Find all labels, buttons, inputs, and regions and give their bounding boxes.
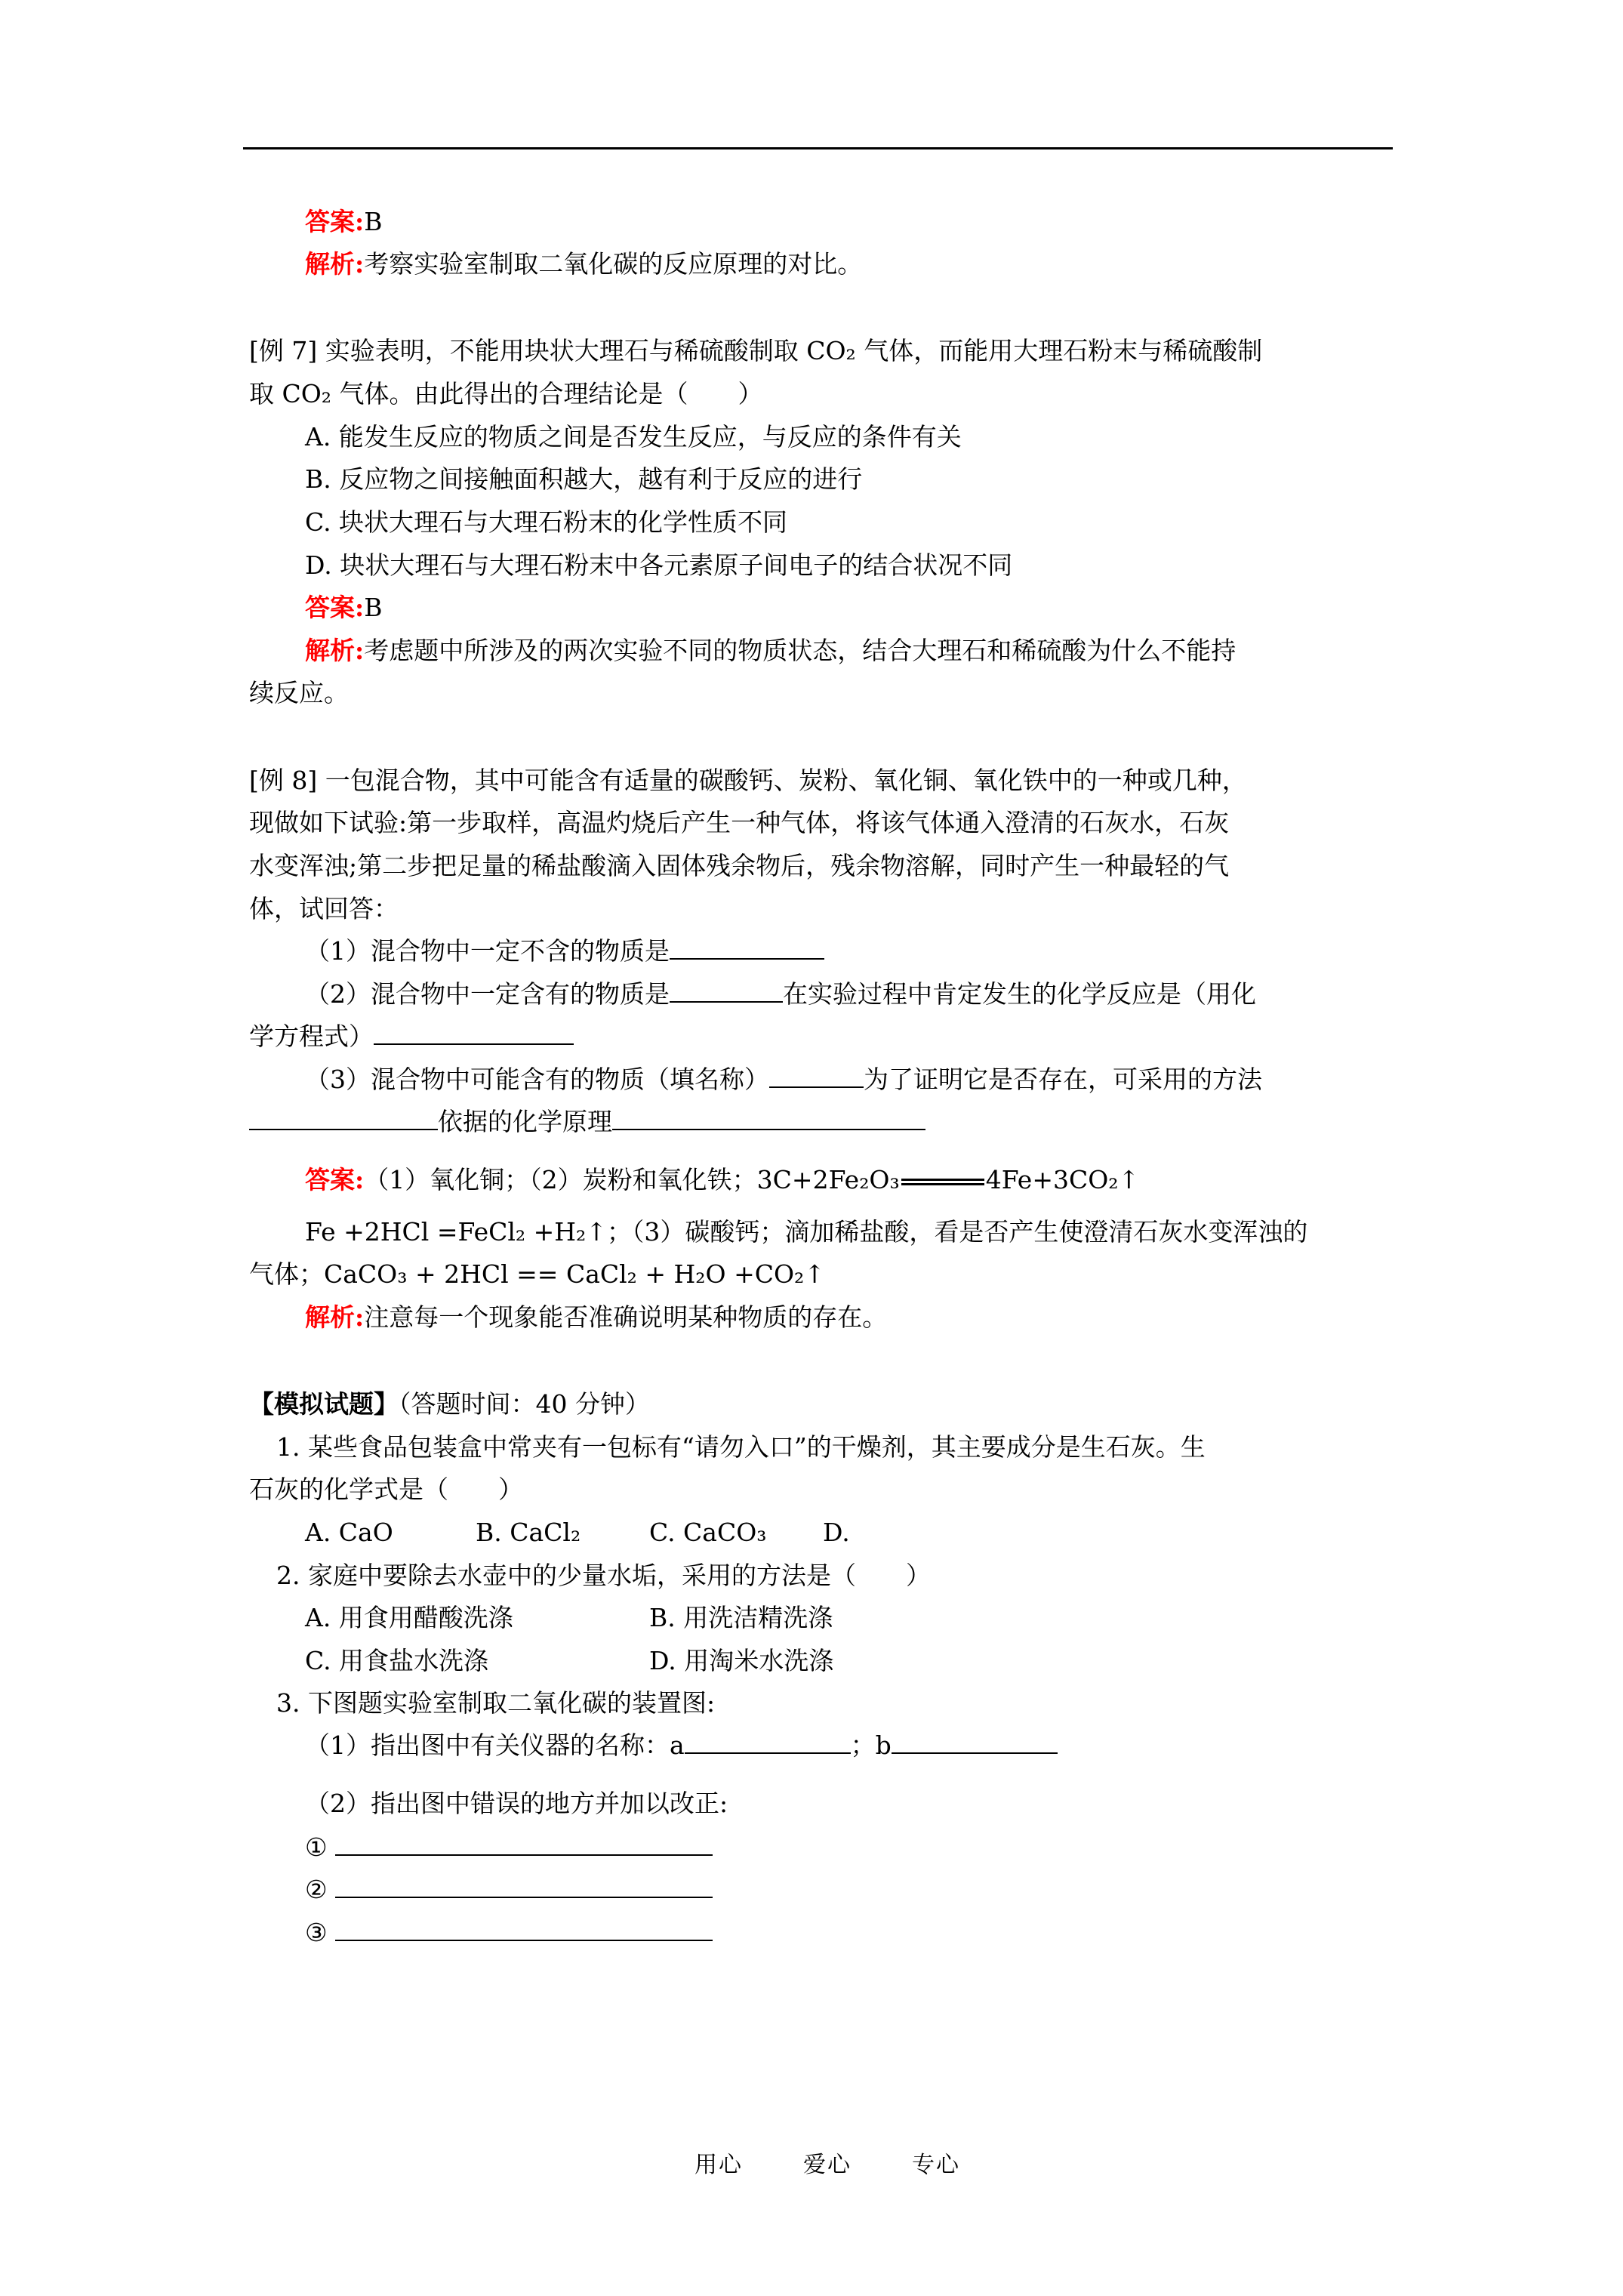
answer-blank[interactable] xyxy=(374,1021,574,1045)
ex7-analysis-line1: 解析:考虑题中所涉及的两次实验不同的物质状态，结合大理石和稀硫酸为什么不能持 xyxy=(305,636,1236,665)
mock-q3-sub1: （1）指出图中有关仪器的名称：a ；b xyxy=(305,1729,1058,1762)
footer-item: 专心 xyxy=(912,2152,960,2178)
answer-blank[interactable] xyxy=(612,1106,925,1130)
reaction-equals-sign xyxy=(901,1177,984,1186)
mock-q1-option-c: C. CaCO₃ xyxy=(649,1518,767,1547)
ex7-question-line1: [例 7] 实验表明，不能用块状大理石与稀硫酸制取 CO₂ 气体，而能用大理石粉末与稀硫酸制 xyxy=(249,336,1263,365)
ex8-analysis: 解析:注意每一个现象能否准确说明某种物质的存在。 xyxy=(305,1302,888,1332)
mock-q2-option-a: A. 用食用醋酸洗涤 xyxy=(305,1603,513,1632)
mock-q3-mark-1: ① xyxy=(305,1831,713,1864)
mock-q2-option-c: C. 用食盐水洗涤 xyxy=(305,1646,489,1675)
mock-q1-line1: 1. 某些食品包装盒中常夹有一包标有“请勿入口”的干燥剂，其主要成分是生石灰。生 xyxy=(276,1432,1206,1462)
ex7-option-a: A. 能发生反应的物质之间是否发生反应，与反应的条件有关 xyxy=(305,422,962,451)
answer-blank[interactable] xyxy=(249,1106,438,1130)
ex8-question-line1: [例 8] 一包混合物，其中可能含有适量的碳酸钙、炭粉、氧化铜、氧化铁中的一种或几种， xyxy=(249,766,1247,795)
answer-blank[interactable] xyxy=(892,1730,1058,1754)
ex8-answer-line1: 答案:（1）氧化铜；（2）炭粉和氧化铁；3C+2Fe₂O₃ 4Fe+3CO₂↑ xyxy=(305,1165,1140,1194)
mock-q3-mark-2: ② xyxy=(305,1873,713,1906)
header-rule xyxy=(243,147,1393,149)
ex8-sub3-cont: 依据的化学原理 xyxy=(249,1105,925,1139)
answer-blank[interactable] xyxy=(670,935,824,960)
ex7-option-d: D. 块状大理石与大理石粉末中各元素原子间电子的结合状况不同 xyxy=(305,550,1013,580)
mock-q1-option-d: D. xyxy=(823,1518,850,1547)
ex8-answer-line3: 气体；CaCO₃ + 2HCl == CaCl₂ + H₂O +CO₂↑ xyxy=(249,1259,825,1289)
ex8-answer-line2: Fe +2HCl =FeCl₂ +H₂↑；（3）碳酸钙；滴加稀盐酸，看是否产生使澄清石灰水变浑浊的 xyxy=(305,1217,1308,1247)
answer-blank[interactable] xyxy=(685,1730,851,1754)
ex8-sub3: （3）混合物中可能含有的物质（填名称） 为了证明它是否存在，可采用的方法 xyxy=(305,1065,1262,1094)
ex8-sub1: （1）混合物中一定不含的物质是 xyxy=(305,935,824,968)
ex7-question-line2: 取 CO₂ 气体。由此得出的合理结论是（ ） xyxy=(249,379,763,408)
prev-answer: 答案:B xyxy=(305,207,383,236)
ex7-analysis-line2: 续反应。 xyxy=(249,678,349,707)
ex7-answer: 答案:B xyxy=(305,593,383,622)
answer-blank[interactable] xyxy=(670,978,783,1003)
answer-blank[interactable] xyxy=(335,1832,713,1856)
prev-analysis: 解析:考察实验室制取二氧化碳的反应原理的对比。 xyxy=(305,249,863,279)
mock-q1-line2: 石灰的化学式是（ ） xyxy=(249,1475,523,1504)
mock-q2-option-b: B. 用洗洁精洗涤 xyxy=(649,1603,833,1632)
ex8-question-line4: 体，试回答： xyxy=(249,894,399,923)
ex8-question-line3: 水变浑浊;第二步把足量的稀盐酸滴入固体残余物后，残余物溶解，同时产生一种最轻的气 xyxy=(249,851,1230,880)
mock-q1-option-a: A. CaO xyxy=(305,1518,393,1547)
mock-q3-sub2: （2）指出图中错误的地方并加以改正: xyxy=(305,1789,728,1818)
mock-q1-option-b: B. CaCl₂ xyxy=(476,1518,581,1547)
footer-item: 爱心 xyxy=(803,2152,852,2178)
answer-blank[interactable] xyxy=(335,1917,713,1941)
footer-item: 用心 xyxy=(694,2152,743,2178)
answer-blank[interactable] xyxy=(769,1064,864,1088)
mock-heading: 【模拟试题】（答题时间：40 分钟） xyxy=(249,1389,650,1419)
ex8-sub2: （2）混合物中一定含有的物质是 在实验过程中肯定发生的化学反应是（用化 xyxy=(305,979,1256,1009)
ex7-option-c: C. 块状大理石与大理石粉末的化学性质不同 xyxy=(305,507,788,537)
page-footer xyxy=(694,2146,1021,2179)
mock-q2-option-d: D. 用淘米水洗涤 xyxy=(649,1646,834,1675)
answer-blank[interactable] xyxy=(335,1874,713,1898)
ex7-option-b: B. 反应物之间接触面积越大，越有利于反应的进行 xyxy=(305,464,863,494)
ex8-sub2-cont: 学方程式） xyxy=(249,1020,574,1053)
mock-q3-mark-3: ③ xyxy=(305,1916,713,1949)
mock-q3: 3. 下图题实验室制取二氧化碳的装置图: xyxy=(276,1688,716,1718)
mock-q2: 2. 家庭中要除去水壶中的少量水垢，采用的方法是（ ） xyxy=(276,1561,931,1590)
ex8-question-line2: 现做如下试验:第一步取样，高温灼烧后产生一种气体，将该气体通入澄清的石灰水，石灰 xyxy=(249,808,1230,837)
